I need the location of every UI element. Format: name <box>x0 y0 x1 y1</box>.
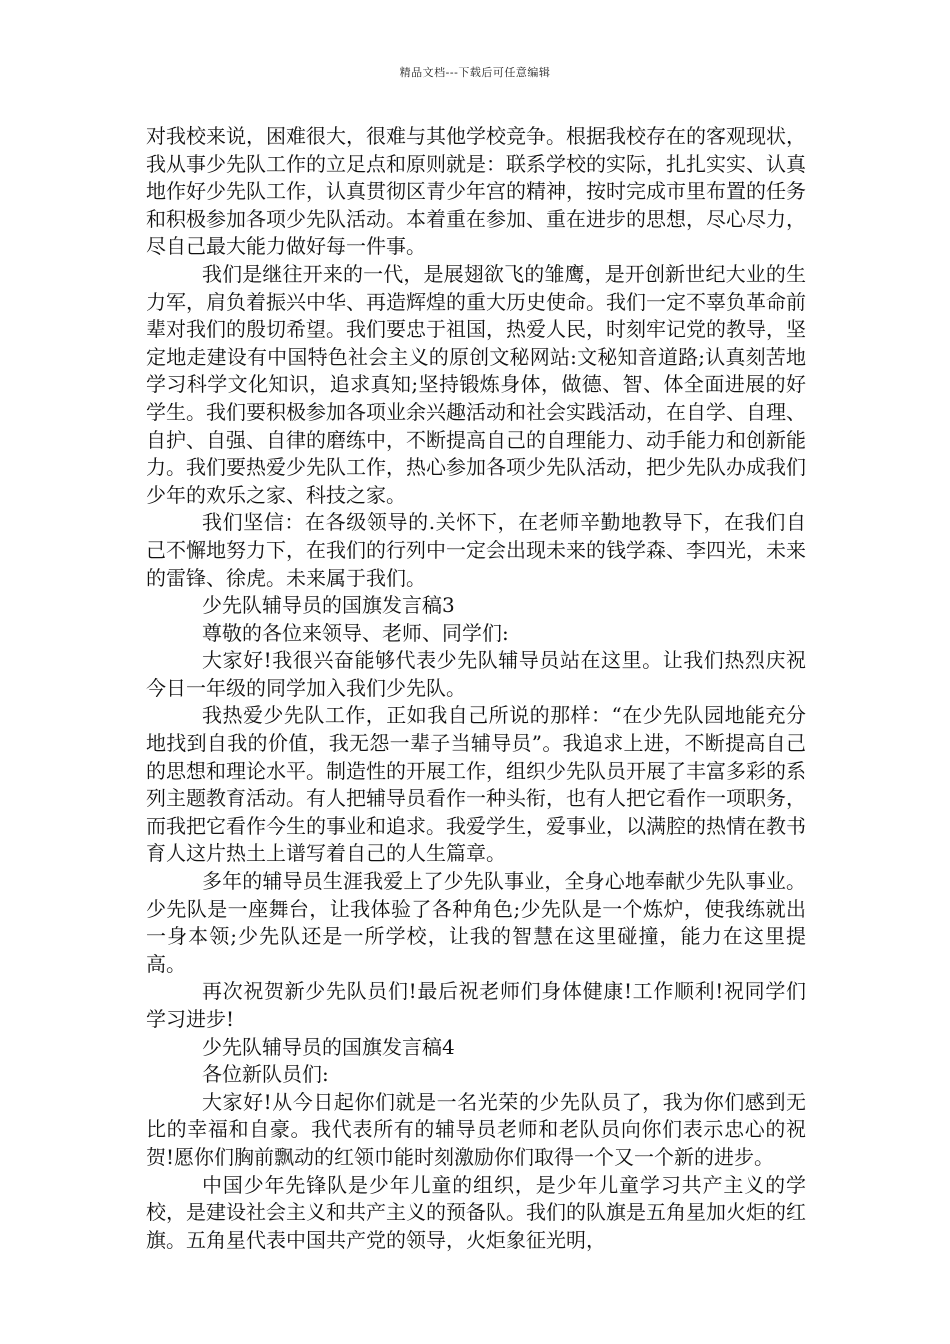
salutation: 尊敬的各位来领导、老师、同学们: <box>202 620 509 645</box>
page-header: 精品文档---下载后可任意编辑 <box>399 66 551 79</box>
paragraph: 我热爱少先队工作，正如我自己所说的那样：“在少先队园地能充分地找到自我的价值，我无怨一辈子当辅导员”。我追求上进，不断提高自己的思想和理论水平。制造性的开展工作，组织少先队员开展了丰富多彩的系列主题教育活动。有人把辅导员看作一种头衔，也有人把它看作一项职务，而我把它看作今生的事业和追求。我爱学生，爱事业，以满腔的热情在教书育人这片热土上谱写着自己的人生篇章。 <box>146 703 806 866</box>
paragraph: 中国少年先锋队是少年儿童的组织，是少年儿童学习共产主义的学校，是建设社会主义和共产主义的预备队。我们的队旗是五角星加火炬的红旗。五角星代表中国共产党的领导，火炬象征光明， <box>146 1172 806 1252</box>
paragraph: 我们坚信：在各级领导的.关怀下，在老师辛勤地教导下，在我们自己不懈地努力下，在我们的行列中一定会出现未来的钱学森、李四光，未来的雷锋、徐虎。未来属于我们。 <box>146 510 806 590</box>
paragraph: 再次祝贺新少先队员们!最后祝老师们身体健康!工作顺利!祝同学们学习进步! <box>146 979 806 1031</box>
section-title: 少先队辅导员的国旗发言稿4 <box>202 1034 455 1059</box>
paragraph: 大家好!从今日起你们就是一名光荣的少先队员了，我为你们感到无比的幸福和自豪。我代表所有的辅导员老师和老队员向你们表示忠心的祝贺!愿你们胸前飘动的红领巾能时刻激励你们取得一个又一个新的进步。 <box>146 1089 806 1169</box>
paragraph: 多年的辅导员生涯我爱上了少先队事业，全身心地奉献少先队事业。少先队是一座舞台，让我体验了各种角色;少先队是一个炼炉，使我练就出一身本领;少先队还是一所学校，让我的智慧在这里碰撞，能力在这里提高。 <box>146 869 806 976</box>
paragraph: 对我校来说，困难很大，很难与其他学校竞争。根据我校存在的客观现状，我从事少先队工作的立足点和原则就是：联系学校的实际，扎扎实实、认真地作好少先队工作，认真贯彻区青少年宫的精神，按时完成市里布置的任务和积极参加各项少先队活动。本着重在参加、重在进步的思想，尽心尽力，尽自己最大能力做好每一件事。 <box>146 124 806 259</box>
document-body <box>146 123 806 1254</box>
paragraph: 我们是继往开来的一代，是展翅欲飞的雏鹰，是开创新世纪大业的生力军，肩负着振兴中华、再造辉煌的重大历史使命。我们一定不辜负革命前辈对我们的殷切希望。我们要忠于祖国，热爱人民，时刻牢记党的教导，坚定地走建设有中国特色社会主义的原创文秘网站:文秘知音道路;认真刻苦地学习科学文化知识，追求真知;坚持锻炼身体，做德、智、体全面进展的好学生。我们要积极参加各项业余兴趣活动和社会实践活动，在自学、自理、自护、自强、自律的磨练中，不断提高自己的自理能力、动手能力和创新能力。我们要热爱少先队工作，热心参加各项少先队活动，把少先队办成我们少年的欢乐之家、科技之家。 <box>146 261 806 507</box>
salutation: 各位新队员们: <box>202 1062 329 1087</box>
paragraph: 大家好!我很兴奋能够代表少先队辅导员站在这里。让我们热烈庆祝今日一年级的同学加入我们少先队。 <box>146 648 806 700</box>
section-title: 少先队辅导员的国旗发言稿3 <box>202 593 455 618</box>
